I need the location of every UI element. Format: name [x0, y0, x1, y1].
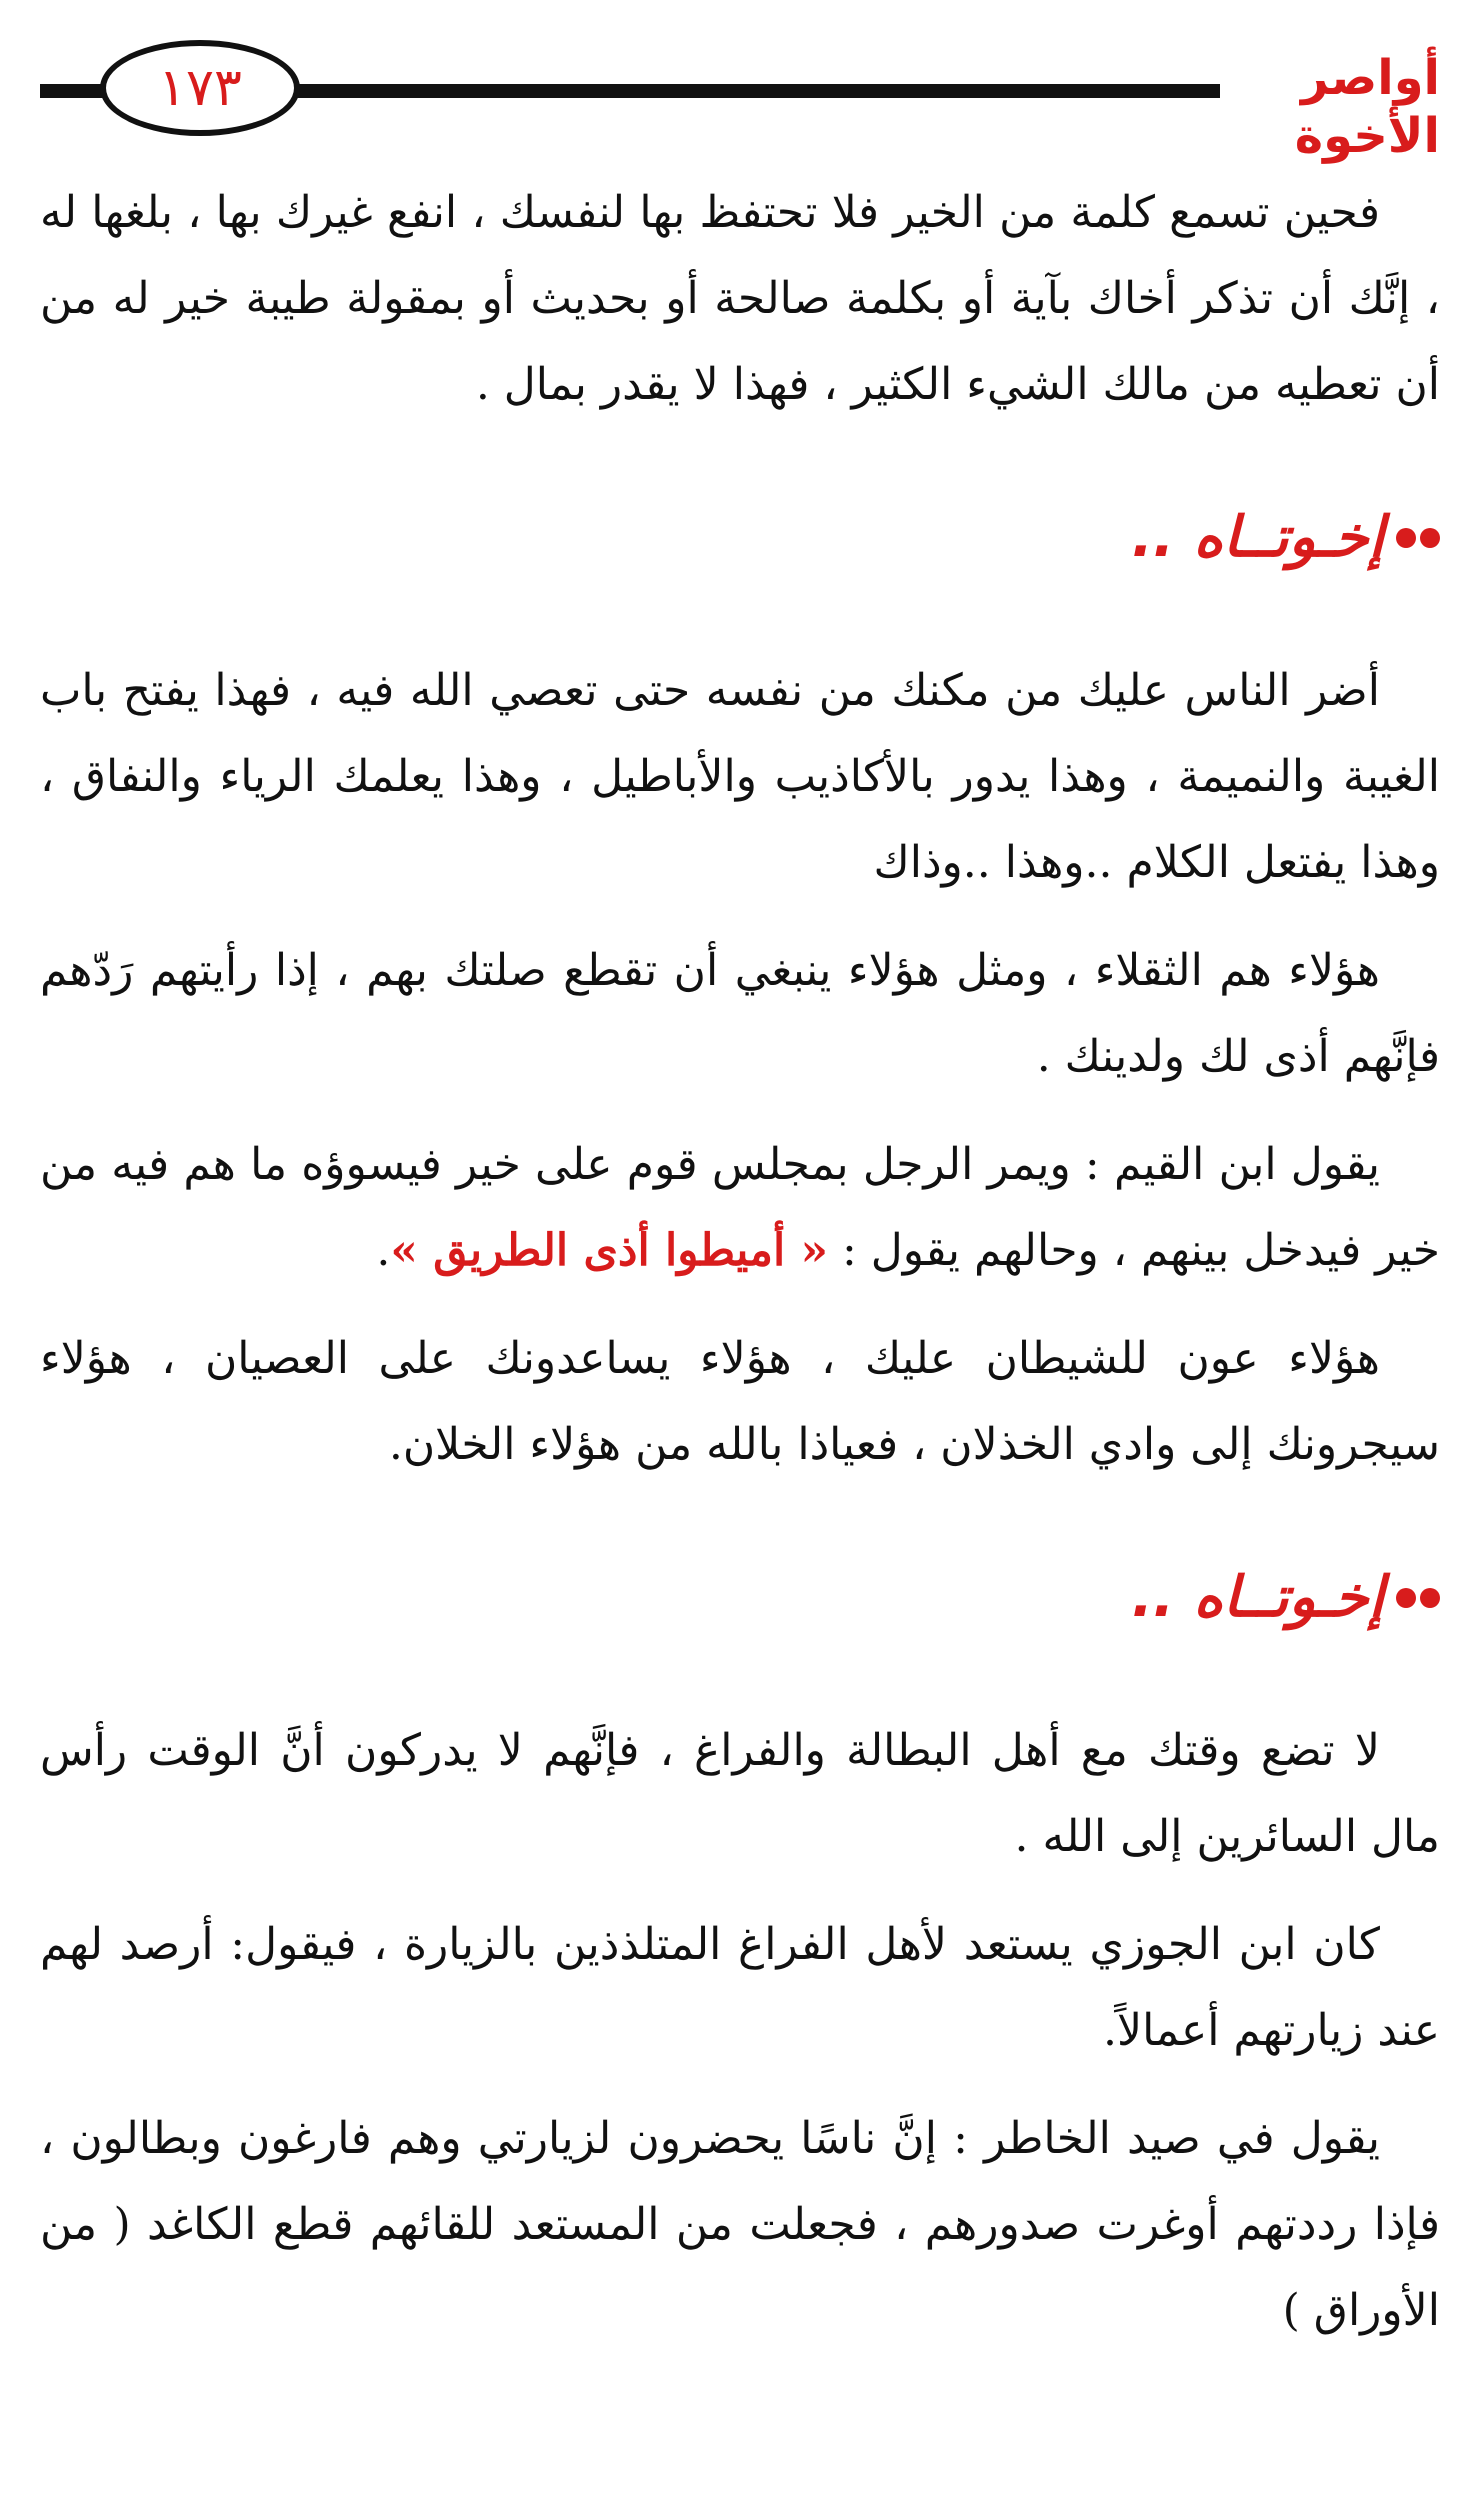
page-number-oval — [100, 40, 300, 136]
section-heading — [40, 498, 1440, 578]
page-content — [40, 170, 1440, 2376]
book-title: أواصر الأخوة — [1294, 50, 1440, 164]
section-heading-label: إخـوتــاه .. — [1131, 505, 1384, 570]
bullet-dots-icon — [1396, 1588, 1440, 1608]
section-heading — [40, 1558, 1440, 1638]
paragraph: يقول في صيد الخاطر : إنَّ ناسًا يحضرون لزيارتي وهم فارغون وبطالون ، فإذا رددتهم أوغرت صدورهم ، فجعلت من المستعد للقائهم قطع الكاغد ( من الأوراق ) — [40, 2113, 1440, 2336]
page-number: ١٧٣ — [158, 58, 242, 118]
paragraph — [40, 1122, 1440, 1294]
paragraph: كان ابن الجوزي يستعد لأهل الفراغ المتلذذين بالزيارة ، فيقول: أرصد لهم عند زيارتهم أعمالاً. — [40, 1919, 1440, 2056]
paragraph: لا تضع وقتك مع أهل البطالة والفراغ ، فإنَّهم لا يدركون أنَّ الوقت رأس مال السائرين إلى الله . — [40, 1725, 1440, 1862]
paragraph: أضر الناس عليك من مكنك من نفسه حتى تعصي الله فيه ، فهذا يفتح باب الغيبة والنميمة ، وهذا يدور بالأكاذيب والأباطيل ، وهذا يعلمك الرياء والنفاق ، وهذا يفتعل الكلام ..وهذا ..وذاك — [40, 665, 1440, 888]
highlighted-quote: « أميطوا أذى الطريق » — [390, 1225, 828, 1276]
bullet-dots-icon — [1396, 528, 1440, 548]
paragraph: هؤلاء هم الثقلاء ، ومثل هؤلاء ينبغي أن تقطع صلتك بهم ، إذا رأيتهم رَدّهم فإنَّهم أذى لك ولدينك . — [40, 945, 1440, 1082]
paragraph: فحين تسمع كلمة من الخير فلا تحتفظ بها لنفسك ، انفع غيرك بها ، بلغها له ، إنَّك أن تذكر أخاك بآية أو بكلمة صالحة أو بحديث أو بمقولة طيبة خير له من أن تعطيه من مالك الشيء الكثير ، فهذا لا يقدر بمال . — [40, 187, 1440, 410]
paragraph: هؤلاء عون للشيطان عليك ، هؤلاء يساعدونك على العصيان ، هؤلاء سيجرونك إلى وادي الخذلان ، فعياذا بالله من هؤلاء الخلان. — [40, 1333, 1440, 1470]
page-header — [40, 40, 1440, 164]
paragraph-text: يقول ابن القيم : ويمر الرجل بمجلس قوم على خير فيسوؤه ما هم فيه من خير فيدخل بينهم ، وحالهم يقول : — [40, 1139, 1440, 1276]
paragraph-end: . — [376, 1225, 391, 1276]
section-heading-label: إخـوتــاه .. — [1131, 1565, 1384, 1630]
